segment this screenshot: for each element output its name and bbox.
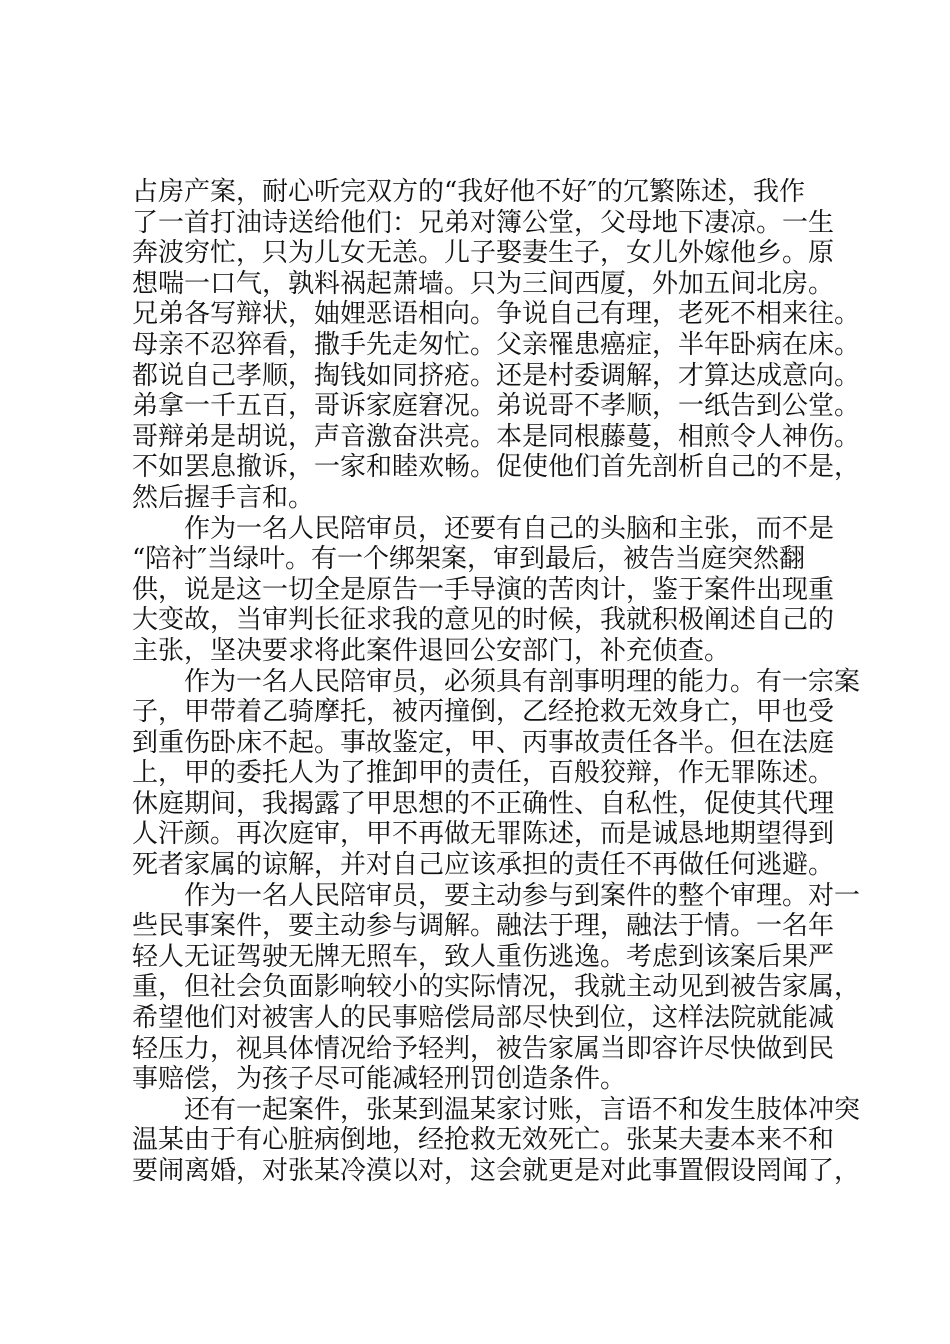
text-line: 重，但社会负面影响较小的实际情况，我就主动见到被告家属， (132, 972, 861, 1003)
text-line: 哥辩弟是胡说，声音激奋洪亮。本是同根藤蔓，相煎令人神伤。 (132, 421, 861, 452)
text-line: 轻人无证驾驶无牌无照车，致人重伤逃逸。考虑到该案后果严 (132, 941, 835, 972)
text-line: 上，甲的委托人为了推卸甲的责任，百般狡辩，作无罪陈述。 (132, 758, 835, 789)
text-line: 供，说是这一切全是原告一手导演的苦肉计，鉴于案件出现重 (132, 574, 835, 605)
text-line: 主张，坚决要求将此案件退回公安部门，补充侦查。 (132, 635, 731, 666)
text-line: 兄弟各写辩状，妯娌恶语相向。争说自己有理，老死不相来往。 (132, 299, 861, 330)
text-line: 人汗颜。再次庭审，甲不再做无罪陈述，而是诚恳地期望得到 (132, 819, 835, 850)
text-line: 想喘一口气，孰料祸起萧墙。只为三间西厦，外加五间北房。 (132, 268, 835, 299)
text-line: 休庭期间，我揭露了甲思想的不正确性、自私性，促使其代理 (132, 788, 835, 819)
text-line: 母亲不忍猝看，撒手先走匆忙。父亲罹患癌症，半年卧病在床。 (132, 329, 861, 360)
text-line: 弟拿一千五百，哥诉家庭窘况。弟说哥不孝顺，一纸告到公堂。 (132, 391, 861, 422)
text-line: 轻压力，视具体情况给予轻判，被告家属当即容许尽快做到民 (132, 1033, 835, 1064)
text-line: 些民事案件，要主动参与调解。融法于理，融法于情。一名年 (132, 911, 835, 942)
text-line: 了一首打油诗送给他们：兄弟对簿公堂，父母地下凄凉。一生 (132, 207, 835, 238)
text-line: 希望他们对被害人的民事赔偿局部尽快到位，这样法院就能减 (132, 1003, 835, 1034)
text-line: 作为一名人民陪审员，还要有自己的头脑和主张，而不是 (132, 513, 835, 544)
text-line: 然后握手言和。 (132, 482, 315, 513)
text-line: 到重伤卧床不起。事故鉴定，甲、丙事故责任各半。但在法庭 (132, 727, 835, 758)
text-line: 还有一起案件，张某到温某家讨账，言语不和发生肢体冲突 (132, 1094, 861, 1125)
text-line: 作为一名人民陪审员，要主动参与到案件的整个审理。对一 (132, 880, 861, 911)
text-line: 作为一名人民陪审员，必须具有剖事明理的能力。有一宗案 (132, 666, 861, 697)
text-line: 温某由于有心脏病倒地，经抢救无效死亡。张某夫妻本来不和 (132, 1125, 835, 1156)
text-line: “陪衬″当绿叶。有一个绑架案，审到最后，被告当庭突然翻 (132, 544, 806, 575)
text-line: 死者家属的谅解，并对自己应该承担的责任不再做任何逃避。 (132, 850, 835, 881)
text-line: 子，甲带着乙骑摩托，被丙撞倒，乙经抢救无效身亡，甲也受 (132, 697, 835, 728)
text-line: 要闹离婚，对张某冷漠以对，这会就更是对此事置假设罔闻了， (132, 1156, 861, 1186)
text-line: 大变故，当审判长征求我的意见的时候，我就积极阐述自己的 (132, 605, 835, 636)
text-line: 占房产案，耐心听完双方的“我好他不好″的冗繁陈述，我作 (132, 177, 806, 207)
text-line: 奔波穷忙，只为儿女无恙。儿子娶妻生子，女儿外嫁他乡。原 (132, 238, 835, 269)
text-line: 事赔偿，为孩子尽可能减轻刑罚创造条件。 (132, 1064, 627, 1095)
text-line: 不如罢息撤诉，一家和睦欢畅。促使他们首先剖析自己的不是， (132, 452, 861, 483)
text-line: 都说自己孝顺，掏钱如同挤疮。还是村委调解，才算达成意向。 (132, 360, 861, 391)
body-text (132, 177, 861, 1187)
